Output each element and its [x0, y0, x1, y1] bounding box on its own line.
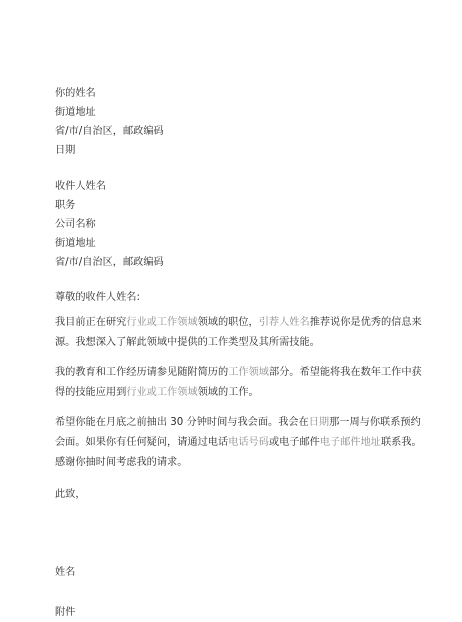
- sender-block: [55, 84, 426, 160]
- recipient-block: [55, 177, 426, 272]
- paragraph-text: 我的教育和工作经历请参见随附简历的: [55, 367, 229, 378]
- enclosure-label[interactable]: 附件: [55, 607, 76, 618]
- paragraph-text: 部分。希望能将我在数年工作中获得的技能应用到: [55, 367, 422, 398]
- closing[interactable]: 此致，: [55, 489, 86, 500]
- placeholder-field-industry[interactable]: 行业或工作领域: [126, 317, 198, 328]
- paragraph-text: 或电子邮件: [268, 437, 320, 448]
- placeholder-field-phone[interactable]: 电话号码: [228, 437, 269, 448]
- placeholder-field-date[interactable]: 日期: [308, 417, 330, 428]
- recipient-street[interactable]: 街道地址: [55, 238, 96, 249]
- recipient-title[interactable]: 职务: [55, 200, 76, 211]
- paragraph-text: 我目前正在研究: [55, 317, 127, 328]
- paragraph-text: 那一周与你联系预约会面。如果你有任何疑问，请通过电话: [55, 417, 421, 448]
- placeholder-field-referrer[interactable]: 引荐人姓名: [258, 317, 310, 328]
- placeholder-field-work-area[interactable]: 工作领域: [228, 367, 269, 378]
- paragraph-text: 推荐说你是优秀的信息来源。我想深入了解此领域中提供的工作类型及其所需技能。: [55, 317, 422, 348]
- body-paragraph-2[interactable]: [55, 363, 426, 403]
- paragraph-text: 希望你能在月底之前抽出 30 分钟时间与我会面。我会在: [55, 417, 309, 428]
- recipient-name[interactable]: 收件人姓名: [55, 181, 106, 192]
- paragraph-text: 领域的工作。: [197, 387, 259, 398]
- signature-name[interactable]: 姓名: [55, 567, 76, 578]
- sender-city-line[interactable]: 省/市/自治区，邮政编码: [55, 126, 164, 137]
- body-paragraph-3[interactable]: [55, 413, 426, 473]
- body-paragraph-1[interactable]: [55, 313, 426, 353]
- sender-street[interactable]: 街道地址: [55, 107, 96, 118]
- paragraph-text: 领域的职位，: [197, 317, 259, 328]
- letter-date[interactable]: 日期: [55, 145, 76, 156]
- placeholder-field-email[interactable]: 电子邮件地址: [319, 437, 381, 448]
- salutation[interactable]: 尊敬的收件人姓名:: [55, 292, 140, 303]
- paragraph-text: 联系我。感谢你抽时间考虑我的请求。: [55, 437, 422, 468]
- sender-name[interactable]: 你的姓名: [55, 88, 96, 99]
- placeholder-field-industry[interactable]: 行业或工作领域: [126, 387, 198, 398]
- recipient-company[interactable]: 公司名称: [55, 219, 96, 230]
- recipient-city-line[interactable]: 省/市/自治区，邮政编码: [55, 257, 164, 268]
